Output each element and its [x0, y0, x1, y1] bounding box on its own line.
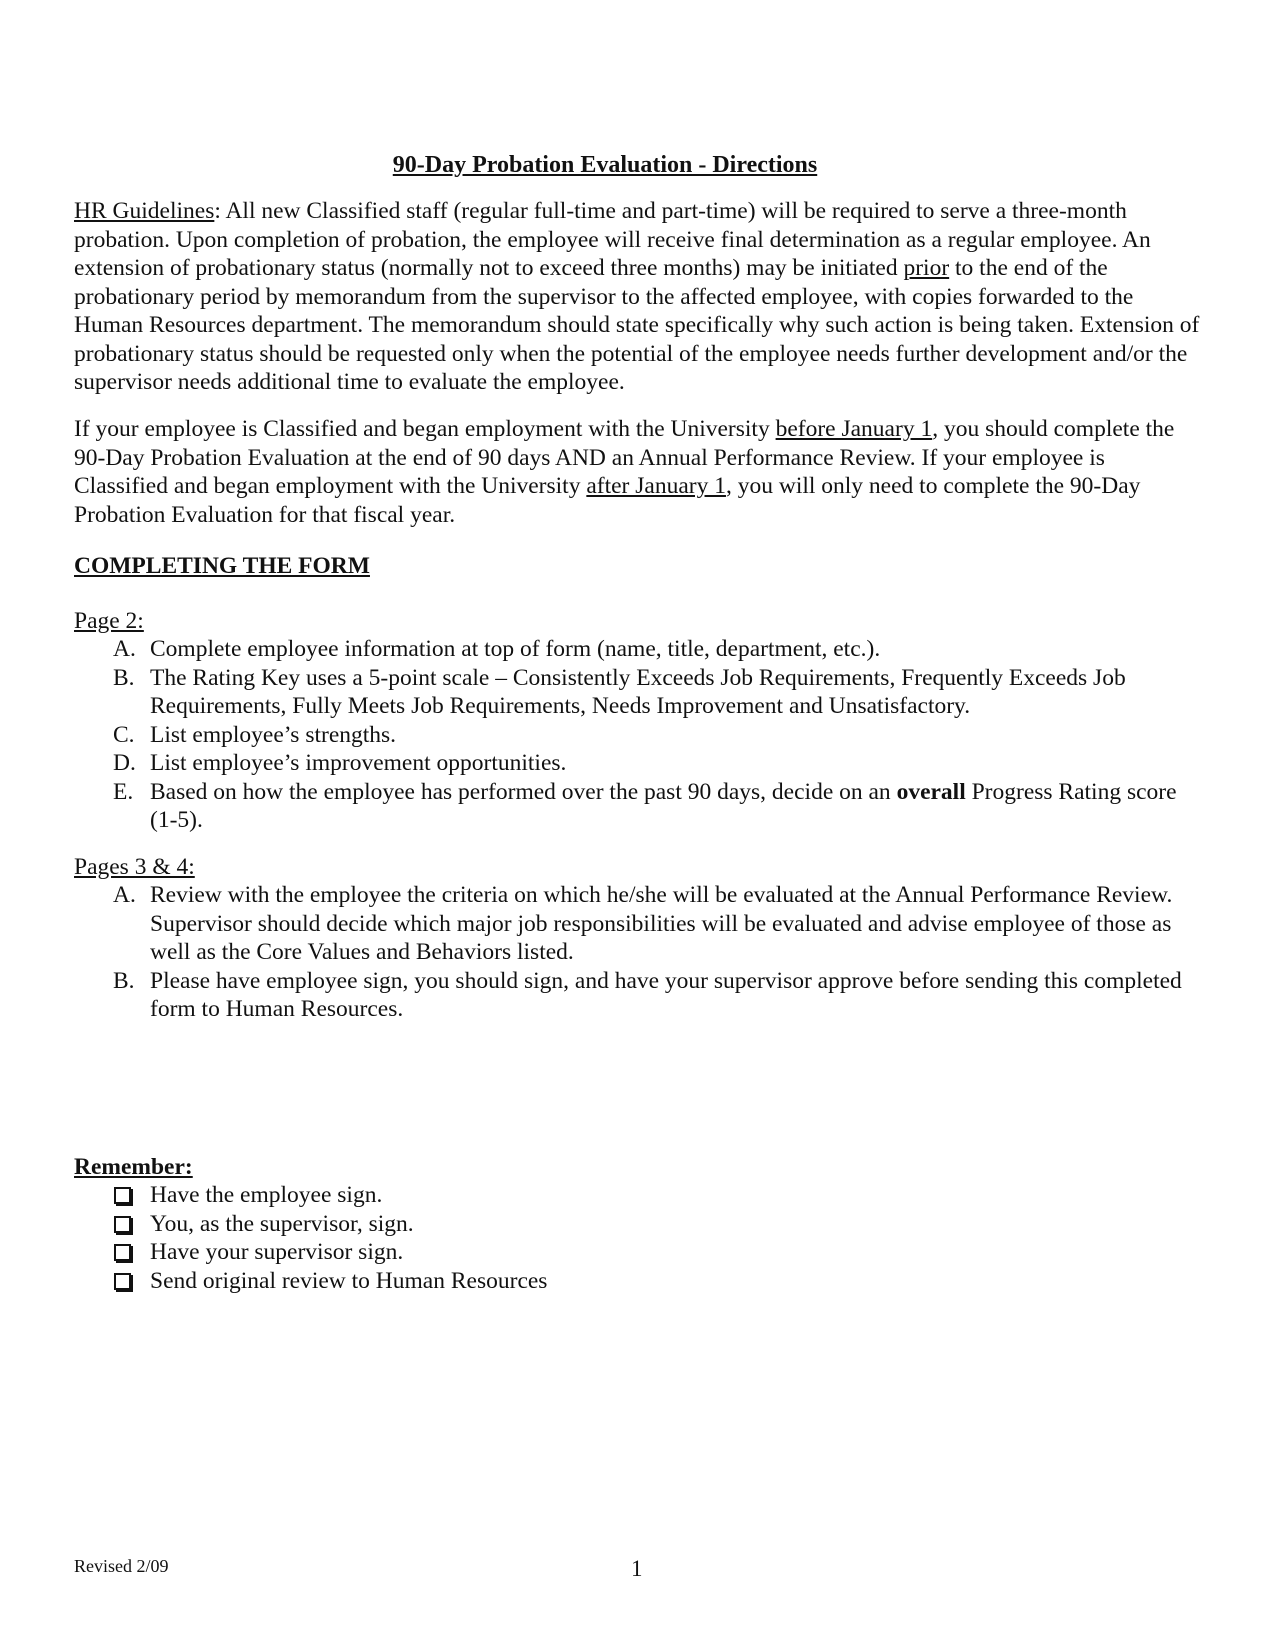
checklist-item: Send original review to Human Resources — [74, 1267, 547, 1296]
checklist-item: Have the employee sign. — [74, 1181, 547, 1210]
completing-form-heading: COMPLETING THE FORM — [74, 553, 370, 579]
list-item: D. List employee’s improvement opportunities. — [113, 750, 567, 776]
revised-date: Revised 2/09 — [74, 1556, 169, 1576]
checkbox-icon[interactable] — [114, 1244, 131, 1261]
page2-list — [74, 635, 1194, 835]
list-item: B. The Rating Key uses a 5-point scale – Consistently Exceeds Job Requirements, Frequently Exceeds Job Requirements, Fully Meets Job Requirements, Needs Improvement and Unsatisfactory. — [113, 664, 1126, 719]
remember-heading: Remember: — [74, 1154, 193, 1180]
remember-checklist — [74, 1181, 547, 1295]
list-item: B. Please have employee sign, you should sign, and have your supervisor approve before sending this completed form to Human Resources. — [113, 967, 1182, 1022]
checkbox-icon[interactable] — [114, 1187, 131, 1204]
classified-paragraph: If your employee is Classified and began employment with the University before January 1, you should complete the 90-Day Probation Evaluation at the end of 90 days AND an Annual Performance Review. If your employee is Classified and began employment with the University after January 1, you will only need to complete the 90-Day Probation Evaluation for that fiscal year. — [74, 416, 1175, 528]
list-item: A. Complete employee information at top of form (name, title, department, etc.). — [113, 636, 881, 662]
checkbox-icon[interactable] — [114, 1216, 131, 1233]
list-item: E. Based on how the employee has performed over the past 90 days, decide on an overall Progress Rating score (1-5). — [113, 778, 1177, 833]
pages34-list — [74, 881, 1194, 1024]
checklist-item: Have your supervisor sign. — [74, 1238, 547, 1267]
checklist-item: You, as the supervisor, sign. — [74, 1210, 547, 1239]
after-january-underlined: after January 1 — [586, 473, 726, 499]
list-item: A. Review with the employee the criteria on which he/she will be evaluated at the Annual Performance Review. Supervisor should decide which major job responsibilities will be evaluated and advise employee of those as well as the Core Values and Behaviors listed. — [113, 882, 1173, 965]
list-item: C. List employee’s strengths. — [113, 721, 397, 748]
overall-bold: overall — [896, 778, 966, 805]
hr-guidelines-paragraph: HR Guidelines: All new Classified staff (regular full-time and part-time) will be required to serve a three-month probation. Upon completion of probation, the employee will receive final determination as a regular employee. An extension of probationary status (normally not to exceed three months) may be initiated prior to the end of the probationary period by memorandum from the supervisor to the affected employee, with copies forwarded to the Human Resources department. The memorandum should state specifically why such action is being taken. Extension of probationary status should be requested only when the potential of the employee needs further development and/or the supervisor needs additional time to evaluate the employee. — [74, 198, 1200, 395]
hr-guidelines-label: HR Guidelines — [74, 198, 215, 224]
page-title: 90-Day Probation Evaluation - Directions — [392, 152, 818, 178]
before-january-underlined: before January 1 — [775, 416, 933, 442]
page2-label: Page 2: — [74, 608, 144, 634]
pages34-label: Pages 3 & 4: — [74, 854, 195, 880]
checkbox-icon[interactable] — [114, 1273, 131, 1290]
prior-underlined: prior — [903, 255, 950, 281]
page-number: 1 — [631, 1556, 643, 1581]
